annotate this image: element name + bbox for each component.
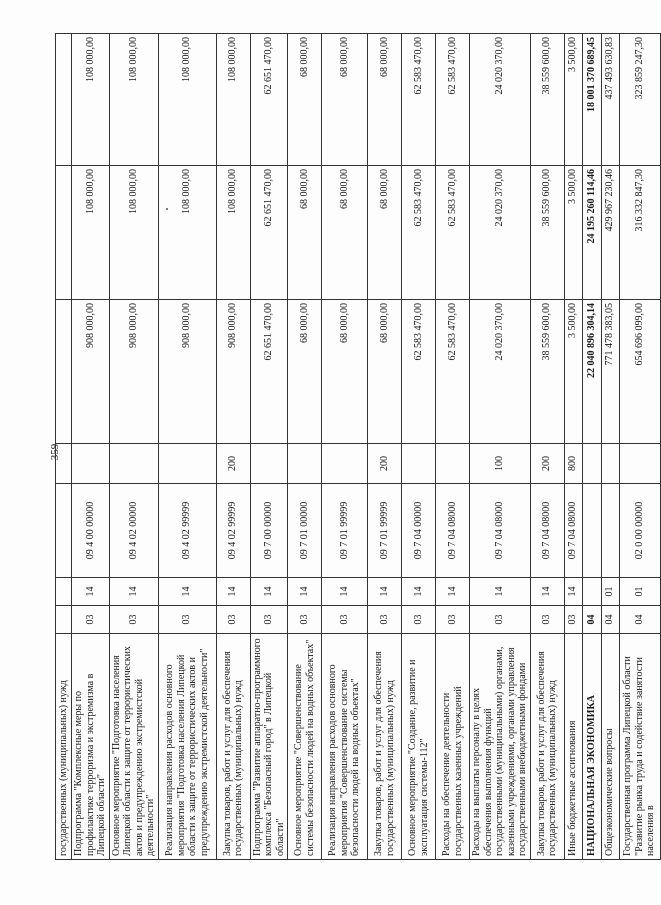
cell-amount-3: 68 000,00 xyxy=(288,34,322,166)
cell-subsection: 14 xyxy=(470,578,531,606)
cell-target-article: 09 4 02 00000 xyxy=(109,484,158,578)
cell-expense-type: 200 xyxy=(368,444,402,484)
cell-target-article: 02 0 00 00000 xyxy=(619,484,660,578)
cell-name: Общеэкономические вопросы xyxy=(601,634,619,860)
table-row xyxy=(216,34,250,860)
table-row xyxy=(582,34,601,860)
cell-amount-1: 62 583 470,00 xyxy=(436,300,470,444)
cell-target-article: 09 7 04 08000 xyxy=(530,484,564,578)
cell-amount-2: 316 332 847,30 xyxy=(619,166,660,300)
cell-name: государственных (муниципальных) нужд xyxy=(56,634,72,860)
cell-amount-2: 24 195 260 114,46 xyxy=(582,166,601,300)
cell-amount-1: 908 000,00 xyxy=(109,300,158,444)
budget-table xyxy=(55,33,661,860)
cell-amount-1: 908 000,00 xyxy=(158,300,216,444)
cell-target-article: 09 7 04 08000 xyxy=(564,484,582,578)
cell-amount-1: 908 000,00 xyxy=(216,300,250,444)
cell-expense-type: 200 xyxy=(216,444,250,484)
cell-amount-3: 68 000,00 xyxy=(368,34,402,166)
cell-expense-type xyxy=(109,444,158,484)
cell-expense-type xyxy=(158,444,216,484)
cell-target-article: 09 7 01 00000 xyxy=(288,484,322,578)
table-row xyxy=(72,34,110,860)
cell-amount-2: 429 967 230,46 xyxy=(601,166,619,300)
cell-amount-3: 62 583 470,00 xyxy=(402,34,436,166)
cell-amount-2: 62 583 470,00 xyxy=(436,166,470,300)
cell-expense-type xyxy=(56,444,72,484)
cell-amount-1: 68 000,00 xyxy=(368,300,402,444)
cell-section: 03 xyxy=(109,606,158,634)
rotated-table-wrapper xyxy=(55,34,657,860)
cell-section: 03 xyxy=(564,606,582,634)
table-row xyxy=(56,34,72,860)
cell-amount-3: 3 500,00 xyxy=(564,34,582,166)
cell-name: Основное мероприятие "Подготовка населения Липецкой области к защите от террористических актов и предупреждению экстремистской деятельности" xyxy=(109,634,158,860)
cell-amount-3: 323 859 247,30 xyxy=(619,34,660,166)
cell-section: 03 xyxy=(470,606,531,634)
cell-amount-1: 908 000,00 xyxy=(72,300,110,444)
cell-amount-2: 108 000,00 xyxy=(72,166,110,300)
cell-expense-type xyxy=(619,444,660,484)
cell-name: Основное мероприятие "Совершенствование системы безопасности людей на водных объектах" xyxy=(288,634,322,860)
cell-amount-1: 654 696 099,00 xyxy=(619,300,660,444)
cell-amount-2: 108 000,00 xyxy=(216,166,250,300)
cell-amount-1: 68 000,00 xyxy=(288,300,322,444)
cell-section: 03 xyxy=(72,606,110,634)
cell-amount-3: 68 000,00 xyxy=(322,34,368,166)
cell-section: 04 xyxy=(582,606,601,634)
cell-subsection: 01 xyxy=(601,578,619,606)
cell-expense-type: 800 xyxy=(564,444,582,484)
table-row xyxy=(109,34,158,860)
cell-name: Иные бюджетные ассигнования xyxy=(564,634,582,860)
cell-target-article: 09 7 04 08000 xyxy=(436,484,470,578)
cell-expense-type xyxy=(436,444,470,484)
cell-subsection: 01 xyxy=(619,578,660,606)
cell-amount-3 xyxy=(56,34,72,166)
cell-amount-2: 108 000,00 xyxy=(158,166,216,300)
cell-subsection: 14 xyxy=(72,578,110,606)
cell-section: 03 xyxy=(216,606,250,634)
cell-amount-3: 108 000,00 xyxy=(158,34,216,166)
cell-name: Подпрограмма "Развитие аппаратно-программного комплекса "Безопасный город" в Липецкой области" xyxy=(250,634,288,860)
cell-section xyxy=(56,606,72,634)
cell-section: 04 xyxy=(619,606,660,634)
cell-section: 03 xyxy=(158,606,216,634)
cell-amount-3: 108 000,00 xyxy=(109,34,158,166)
cell-name: Подпрограмма "Комплексные меры по профилактике терроризма и экстремизма в Липецкой области" xyxy=(72,634,110,860)
table-body xyxy=(56,34,661,860)
table-row xyxy=(564,34,582,860)
cell-amount-3: 62 583 470,00 xyxy=(436,34,470,166)
cell-amount-3: 108 000,00 xyxy=(216,34,250,166)
cell-expense-type: 100 xyxy=(470,444,531,484)
cell-section: 04 xyxy=(601,606,619,634)
cell-expense-type xyxy=(322,444,368,484)
cell-subsection: 14 xyxy=(436,578,470,606)
cell-target-article: 09 4 02 99999 xyxy=(158,484,216,578)
cell-subsection: 14 xyxy=(216,578,250,606)
table-row xyxy=(402,34,436,860)
cell-subsection xyxy=(56,578,72,606)
cell-section: 03 xyxy=(368,606,402,634)
cell-name: Закупка товаров, работ и услуг для обеспечения государственных (муниципальных) нужд xyxy=(530,634,564,860)
table-row xyxy=(470,34,531,860)
cell-amount-3: 38 559 600,00 xyxy=(530,34,564,166)
table-row xyxy=(322,34,368,860)
cell-section: 03 xyxy=(530,606,564,634)
cell-subsection xyxy=(582,578,601,606)
cell-subsection: 14 xyxy=(368,578,402,606)
cell-target-article xyxy=(582,484,601,578)
cell-target-article xyxy=(601,484,619,578)
cell-section: 03 xyxy=(322,606,368,634)
cell-name: Закупка товаров, работ и услуг для обеспечения государственных (муниципальных) нужд xyxy=(216,634,250,860)
page-number: 359 xyxy=(49,443,61,461)
cell-target-article: 09 7 01 99999 xyxy=(322,484,368,578)
cell-target-article: 09 7 01 99999 xyxy=(368,484,402,578)
cell-amount-1: 62 583 470,00 xyxy=(402,300,436,444)
cell-name: НАЦИОНАЛЬНАЯ ЭКОНОМИКА xyxy=(582,634,601,860)
cell-subsection: 14 xyxy=(250,578,288,606)
table-row xyxy=(288,34,322,860)
cell-target-article: 09 4 02 99999 xyxy=(216,484,250,578)
cell-name: Реализация направления расходов основного мероприятия "Совершенствование системы безопасности людей на водных объектах" xyxy=(322,634,368,860)
cell-subsection: 14 xyxy=(322,578,368,606)
cell-amount-2: 108 000,00 xyxy=(109,166,158,300)
cell-amount-2: 62 583 470,00 xyxy=(402,166,436,300)
table-row xyxy=(368,34,402,860)
cell-target-article: 09 4 00 00000 xyxy=(72,484,110,578)
cell-amount-1: 771 478 383,05 xyxy=(601,300,619,444)
cell-name: Основное мероприятие "Создание, развитие и эксплуатация системы-112" xyxy=(402,634,436,860)
cell-expense-type: 200 xyxy=(530,444,564,484)
cell-expense-type xyxy=(288,444,322,484)
cell-amount-2 xyxy=(56,166,72,300)
cell-expense-type xyxy=(250,444,288,484)
cell-amount-1: 38 559 600,00 xyxy=(530,300,564,444)
cell-amount-2: 62 651 470,00 xyxy=(250,166,288,300)
cell-subsection: 14 xyxy=(530,578,564,606)
cell-subsection: 14 xyxy=(402,578,436,606)
cell-section: 03 xyxy=(250,606,288,634)
cell-expense-type xyxy=(582,444,601,484)
cell-name: Закупка товаров, работ и услуг для обеспечения государственных (муниципальных) нужд xyxy=(368,634,402,860)
cell-amount-1: 3 500,00 xyxy=(564,300,582,444)
cell-amount-3: 108 000,00 xyxy=(72,34,110,166)
cell-section: 03 xyxy=(436,606,470,634)
cell-subsection: 14 xyxy=(564,578,582,606)
cell-amount-3: 62 651 470,00 xyxy=(250,34,288,166)
cell-target-article: 09 7 04 08000 xyxy=(470,484,531,578)
cell-amount-2: 3 500,00 xyxy=(564,166,582,300)
cell-section: 03 xyxy=(288,606,322,634)
table-row xyxy=(250,34,288,860)
cell-name: Реализация направления расходов основного мероприятия "Подготовка населения Липецкой области к защите от террористических актов и предупреждению экстремистской деятельности" xyxy=(158,634,216,860)
cell-name: Расходы на выплаты персоналу в целях обеспечения выполнения функций государственными (муниципальными) органами, казенными учреждениями, органами управления государственными внебюджетными фондами xyxy=(470,634,531,860)
cell-amount-1: 22 040 896 304,14 xyxy=(582,300,601,444)
table-row xyxy=(619,34,660,860)
cell-amount-2: 38 559 600,00 xyxy=(530,166,564,300)
cell-amount-2: 24 020 370,00 xyxy=(470,166,531,300)
cell-name: Расходы на обеспечение деятельности государственных казенных учреждений xyxy=(436,634,470,860)
cell-amount-3: 437 493 630,83 xyxy=(601,34,619,166)
table-row xyxy=(158,34,216,860)
cell-section: 03 xyxy=(402,606,436,634)
cell-target-article: 09 7 04 00000 xyxy=(402,484,436,578)
cell-subsection: 14 xyxy=(158,578,216,606)
cell-amount-3: 24 020 370,00 xyxy=(470,34,531,166)
table-row xyxy=(601,34,619,860)
cell-amount-2: 68 000,00 xyxy=(368,166,402,300)
cell-expense-type xyxy=(402,444,436,484)
cell-amount-1: 68 000,00 xyxy=(322,300,368,444)
cell-subsection: 14 xyxy=(288,578,322,606)
cell-name: Государственная программа Липецкой области "Развитие рынка труда и содействие занятости населения в xyxy=(619,634,660,860)
cell-amount-3: 18 001 370 689,45 xyxy=(582,34,601,166)
table-row xyxy=(530,34,564,860)
cell-target-article: 09 7 00 00000 xyxy=(250,484,288,578)
cell-target-article xyxy=(56,484,72,578)
cell-amount-1: 24 020 370,00 xyxy=(470,300,531,444)
cell-amount-1 xyxy=(56,300,72,444)
cell-amount-2: 68 000,00 xyxy=(288,166,322,300)
cell-expense-type xyxy=(72,444,110,484)
cell-amount-2: 68 000,00 xyxy=(322,166,368,300)
table-row xyxy=(436,34,470,860)
cell-subsection: 14 xyxy=(109,578,158,606)
cell-amount-1: 62 651 470,00 xyxy=(250,300,288,444)
cell-expense-type xyxy=(601,444,619,484)
